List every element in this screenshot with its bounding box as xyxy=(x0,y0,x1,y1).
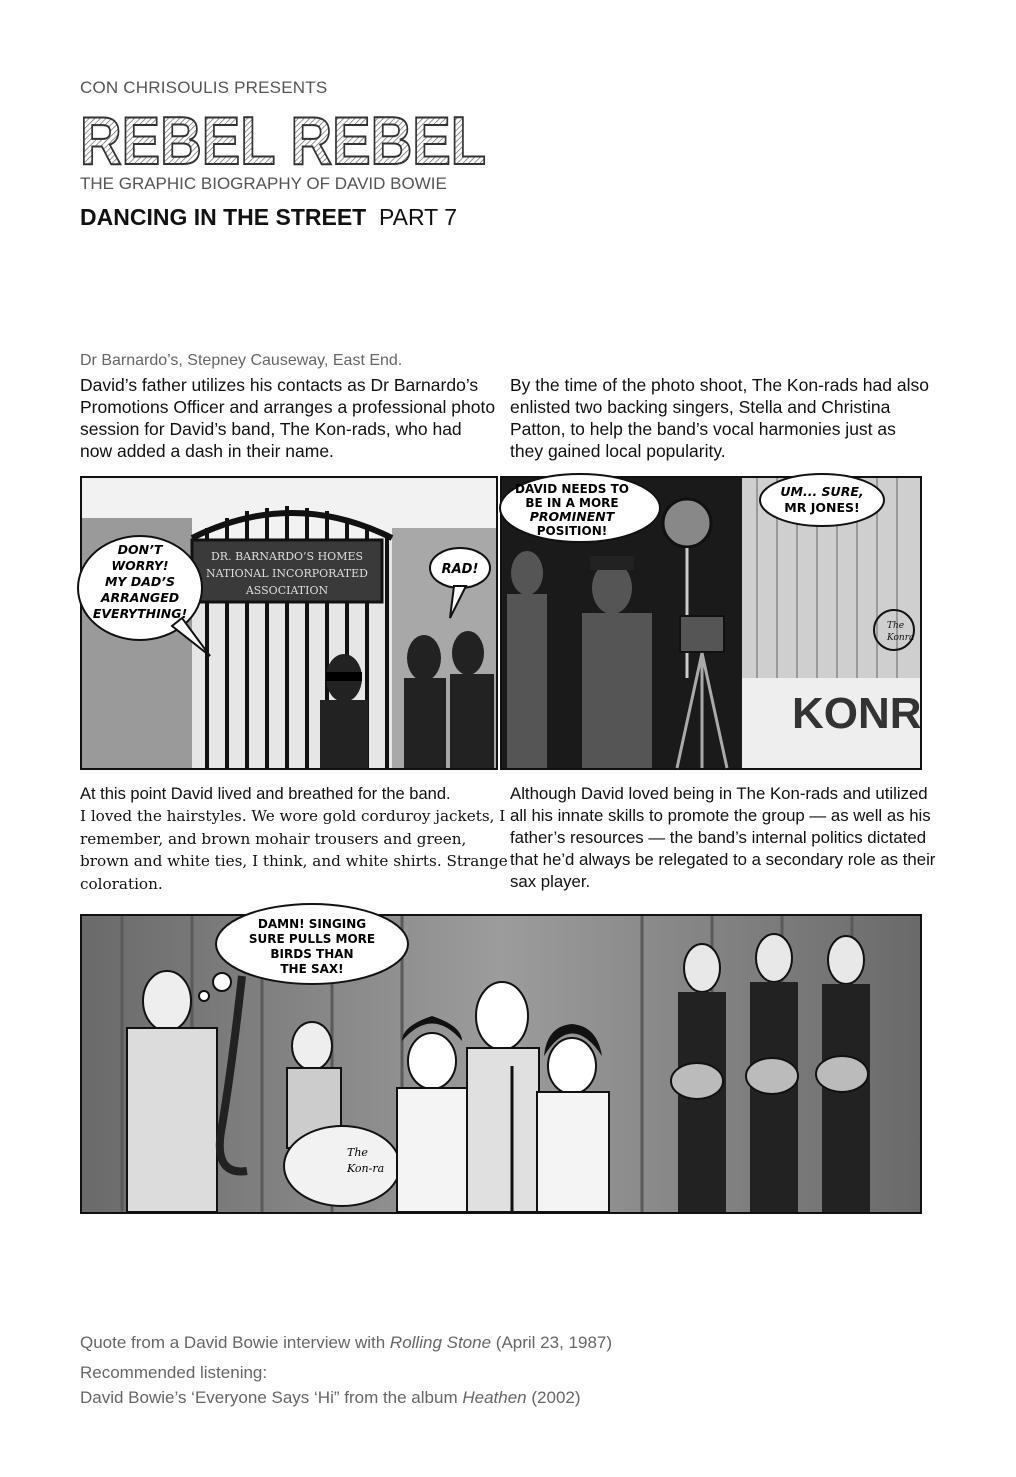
sign-line-2: NATIONAL INCORPORATED xyxy=(206,567,368,580)
thought-line-1: DAMN! SINGING xyxy=(257,917,367,931)
photo-shoot-illustration xyxy=(502,478,920,768)
stage-banner: KONR xyxy=(792,689,922,738)
bubble-mr-jones: MR JONES! xyxy=(784,500,860,515)
bubble-worry: WORRY! xyxy=(111,558,169,573)
thought-line-4: THE SAX! xyxy=(280,962,344,976)
location-caption: Dr Barnardo’s, Stepney Causeway, East End. xyxy=(80,352,403,369)
comic-panel-gate xyxy=(80,476,498,770)
bubble-dont: DON’T xyxy=(117,542,163,557)
presenter-credit: CON CHRISOULIS PRESENTS xyxy=(80,78,328,97)
listening-year: (2002) xyxy=(531,1388,581,1407)
listening-album: Heathen xyxy=(462,1388,527,1407)
sign-line-3: ASSOCIATION xyxy=(245,584,329,597)
drum-label-bottom: Konra xyxy=(887,633,915,643)
bubble-prominent: PROMINENT xyxy=(529,509,615,524)
chapter-title: DANCING IN THE STREET xyxy=(80,204,367,230)
caption-right-1: By the time of the photo shoot, The Kon-rads had also enlisted two backing singers, Stella and Christina Patton, to help the band’s vocal harmonies just as they gained local popularity. xyxy=(510,375,929,461)
chapter-heading xyxy=(80,204,457,231)
title-logo xyxy=(80,103,488,179)
bubble-um-sure: UM... SURE, xyxy=(780,484,864,499)
bubble-position: POSITION! xyxy=(536,524,608,538)
quote-source xyxy=(80,1331,612,1355)
caption-left-1: David’s father utilizes his contacts as Dr Barnardo’s Promotions Officer and arranges a professional photo session for David’s band, The Kon-rads, who had now added a dash in their name. xyxy=(80,375,496,461)
chapter-part: PART 7 xyxy=(379,204,457,230)
comic-panel-photo-shoot xyxy=(500,476,922,770)
title-text: REBEL REBEL xyxy=(80,103,486,179)
bubble-rad: RAD! xyxy=(441,562,479,577)
quote-source-date: (April 23, 1987) xyxy=(495,1333,613,1352)
bubble-everything: EVERYTHING! xyxy=(92,606,188,621)
listening-label: Recommended listening: xyxy=(80,1363,268,1382)
caption-left-2-intro: At this point David lived and breathed for the band. xyxy=(80,785,451,803)
quote-source-publication: Rolling Stone xyxy=(389,1333,492,1352)
drum-label-top: The xyxy=(887,621,905,631)
bubble-arranged: ARRANGED xyxy=(100,590,180,605)
bubble-be-in-a-more: BE IN A MORE xyxy=(525,496,619,510)
gate-illustration xyxy=(82,478,496,768)
listening-prefix: David Bowie’s ‘Everyone Says ‘Hi” from the album xyxy=(80,1388,458,1407)
comic-panel-band xyxy=(80,914,922,1214)
subtitle: THE GRAPHIC BIOGRAPHY OF DAVID BOWIE xyxy=(80,174,447,193)
sign-line-1: DR. BARNARDO’S HOMES xyxy=(210,550,364,563)
drum-label-konra: Kon-ra xyxy=(347,1162,385,1175)
bubble-my-dads: MY DAD’S xyxy=(104,574,176,589)
listening-recommendation xyxy=(80,1386,581,1410)
bowie-quote: I loved the hairstyles. We wore gold corduroy jackets, I remember, and brown mohair trousers and green, brown and white ties, I think, and white shirts. Strange coloration. xyxy=(80,807,508,893)
thought-line-2: SURE PULLS MORE xyxy=(248,932,376,946)
quote-source-prefix: Quote from a David Bowie interview with xyxy=(80,1333,386,1352)
band-illustration xyxy=(82,916,920,1212)
thought-line-3: BIRDS THAN xyxy=(270,947,354,961)
drum-label-the: The xyxy=(347,1146,368,1159)
caption-right-2: Although David loved being in The Kon-rads and utilized all his innate skills to promote the group — as well as his father’s resources — the band’s internal politics dictated that he’d always be relegated to a secondary role as their sax player. xyxy=(510,784,936,891)
bubble-david-needs: DAVID NEEDS TO xyxy=(515,482,629,496)
